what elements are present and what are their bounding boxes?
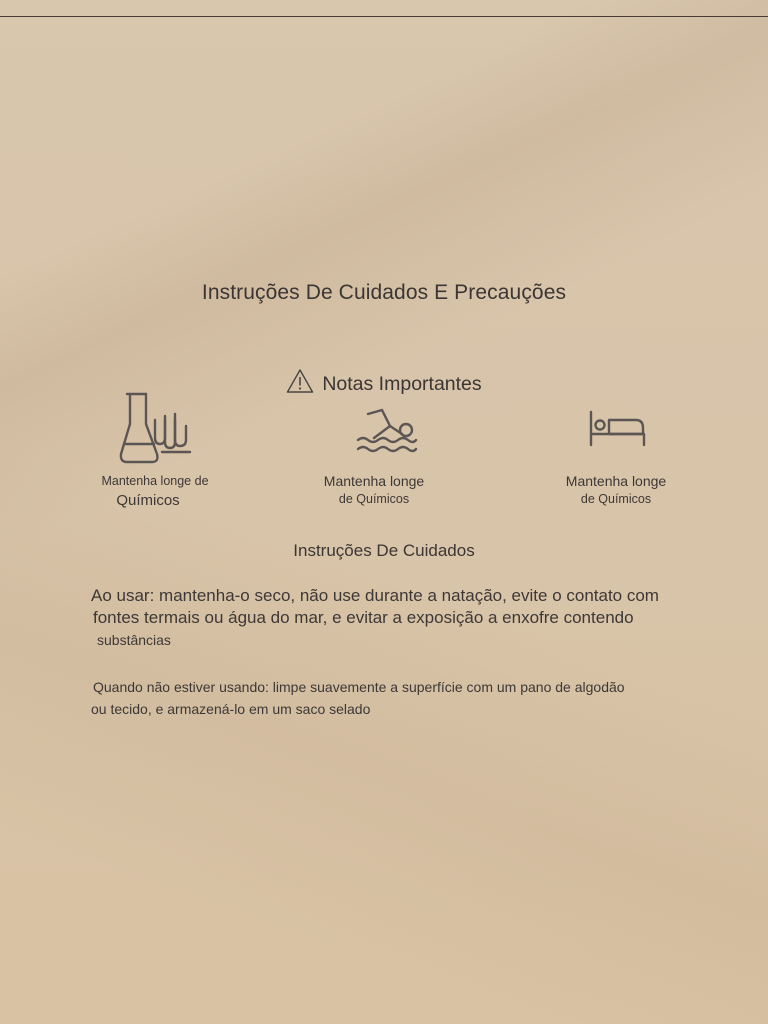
warning-triangle-icon [286,368,314,400]
text-line: substâncias [97,632,171,648]
text-line: fontes termais ou água do mar, e evitar a exposição a enxofre contendo [93,608,634,627]
care-heading: Instruções De Cuidados [293,541,475,560]
text-line: ou tecido, e armazená-lo em um saco selado [91,701,371,717]
care-paragraph-usage [91,585,691,651]
bed-icon [588,410,648,448]
chemistry-flask-icon [118,392,194,466]
caption-line1: Mantenha longe de [101,474,209,488]
text-line: Quando não estiver usando: limpe suavemente a superfície com um pano de algodão [93,679,625,695]
caption-chemicals-3 [560,473,672,507]
text-line: Ao usar: mantenha-o seco, não use durante a natação, evite o contato com [91,586,659,605]
caption-chemicals-1 [90,474,220,510]
page-title: Instruções De Cuidados E Precauções [201,281,567,304]
swimmer-icon [354,406,420,454]
caption-line2: de Químicos [580,491,652,506]
notes-heading [0,368,768,400]
caption-chemicals-2 [316,473,432,507]
caption-line1: Mantenha longe [565,473,667,489]
care-paragraph-storage [91,676,691,720]
caption-line1: Mantenha longe [323,473,425,489]
notes-heading-label: Notas Importantes [322,373,482,395]
caption-line2: de Químicos [338,491,410,506]
top-divider [0,16,768,17]
caption-line2: Químicos [116,491,180,509]
